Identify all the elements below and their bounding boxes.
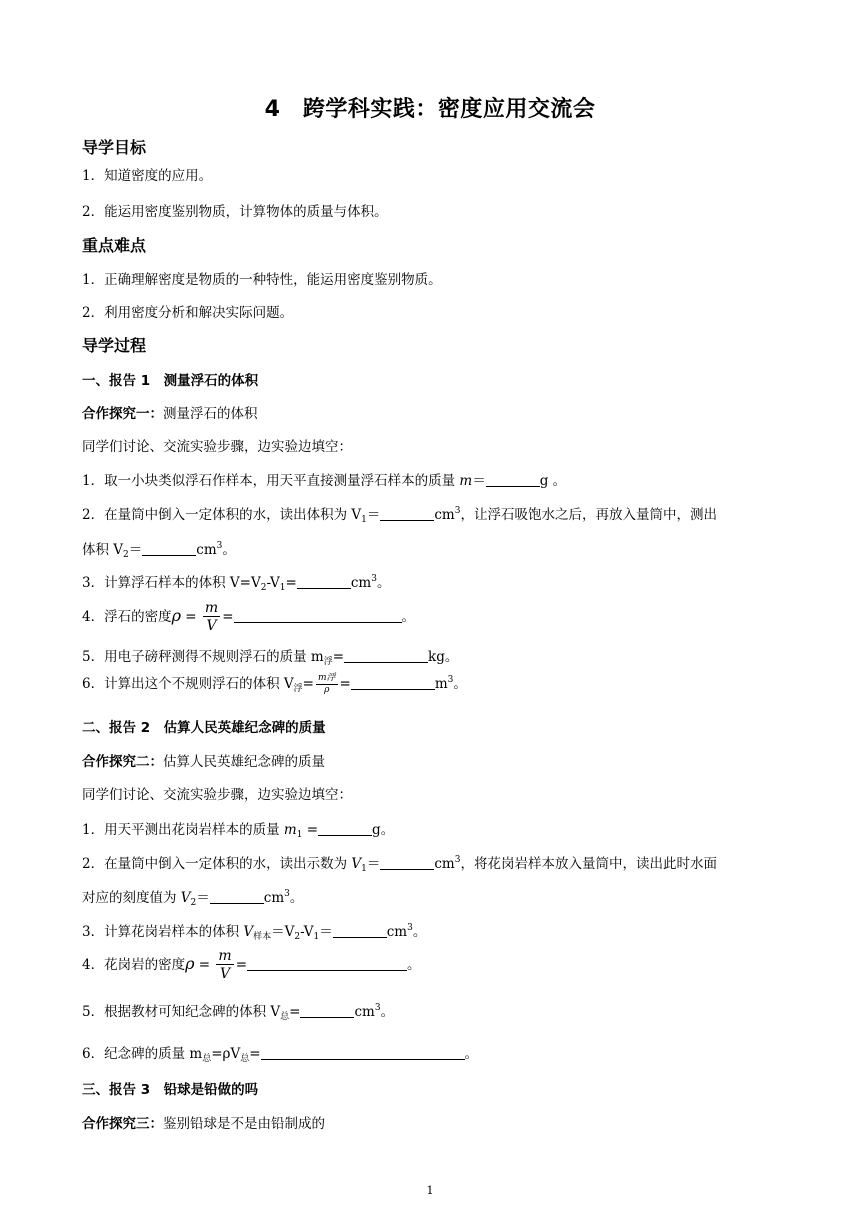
answer-blank[interactable]: [486, 472, 540, 487]
report-1-step-1: 1．取一小块类似浮石作样本，用天平直接测量浮石样本的质量 m＝ g 。: [82, 473, 567, 489]
report-1-step-2: 2．在量筒中倒入一定体积的水，读出体积为 $V_1= cm^3$，让浮石吸饱水之后，再放入量筒中，测出: [82, 506, 717, 525]
report-2-heading: 二、报告 2 估算人民英雄纪念碑的质量: [82, 720, 326, 736]
explore-label: 合作探究三：: [82, 1116, 163, 1132]
density-fraction: $\frac{m}{V}$: [204, 600, 219, 634]
volume-fraction: $\frac{\text{m浮}}{\rho}$: [317, 673, 336, 695]
objective-2: 2．能运用密度鉴别物质，计算物体的质量与体积。: [82, 204, 388, 220]
answer-blank[interactable]: [142, 541, 196, 556]
report-2-intro: 同学们讨论、交流实验步骤，边实验边填空：: [82, 787, 352, 803]
answer-blank[interactable]: [297, 574, 351, 589]
report-2-step-2: 2．在量筒中倒入一定体积的水，读出示数为 $V_1= cm^3$，将花岗岩样本放入量筒中，读出此时水面: [82, 855, 717, 874]
page-number: 1: [426, 1184, 434, 1197]
density-fraction: $\frac{m}{V}$: [218, 948, 232, 982]
report-2-step-6: 6．纪念碑的质量 $m_总=\rho V_总=$ 。: [82, 1046, 479, 1064]
report-2-step-2-cont: 对应的刻度值为 $V_2= cm^3$。: [82, 889, 304, 908]
answer-blank[interactable]: [234, 608, 402, 623]
report-1-intro: 同学们讨论、交流实验步骤，边实验边填空：: [82, 439, 352, 455]
page-title: 4 跨学科实践：密度应用交流会: [264, 97, 596, 122]
report-1-step-5: 5．用电子磅秤测得不规则浮石的质量 $m_浮=$ kg。: [82, 649, 459, 667]
report-2-step-1: 1．用天平测出花岗岩样本的质量 $m_1 = g$。: [82, 822, 395, 840]
report-2-step-5: 5．根据教材可知纪念碑的体积 $V_总= cm^3$。: [82, 1003, 395, 1022]
report-3-explore: [82, 1112, 325, 1132]
answer-blank[interactable]: [333, 923, 387, 938]
report-1-step-4: 4．浮石的密度ρ = $\frac{m}{V}$ = 。: [82, 600, 415, 634]
answer-blank[interactable]: [318, 821, 372, 836]
answer-blank[interactable]: [380, 855, 434, 870]
explore-label: 合作探究二：: [82, 754, 163, 770]
objective-1: 1．知道密度的应用。: [82, 168, 213, 184]
key-point-2: 2．利用密度分析和解决实际问题。: [82, 305, 294, 321]
explore-text: 测量浮石的体积: [163, 406, 258, 422]
report-2-step-4: 4．花岗岩的密度ρ = $\frac{m}{V}$ = 。: [82, 948, 421, 982]
heading-objectives: 导学目标: [82, 138, 147, 157]
explore-text: 鉴别铅球是不是由铅制成的: [163, 1116, 325, 1132]
answer-blank[interactable]: [210, 889, 264, 904]
key-point-1: 1．正确理解密度是物质的一种特性，能运用密度鉴别物质。: [82, 272, 442, 288]
explore-label: 合作探究一：: [82, 406, 163, 422]
answer-blank[interactable]: [247, 956, 407, 971]
report-1-step-3: 3．计算浮石样本的体积 $V=V_2-V_1= cm^3$。: [82, 574, 391, 593]
report-3-heading: 三、报告 3 铅球是铅做的吗: [82, 1082, 259, 1098]
report-1-step-2-cont: 体积 $V_2= cm^3$。: [82, 541, 236, 560]
answer-blank[interactable]: [351, 675, 435, 690]
report-1-step-6: 6．计算出这个不规则浮石的体积 $V_浮=$ $\frac{\text{m浮}}{\rho}$ = $m^3$。: [82, 673, 467, 695]
answer-blank[interactable]: [344, 648, 428, 663]
report-2-explore: [82, 750, 325, 770]
answer-blank[interactable]: [380, 506, 434, 521]
explore-text: 估算人民英雄纪念碑的质量: [163, 754, 325, 770]
answer-blank[interactable]: [300, 1003, 354, 1018]
report-1-explore: [82, 402, 258, 422]
heading-key-points: 重点难点: [82, 236, 147, 255]
report-2-step-3: 3．计算花岗岩样本的体积 $V_{样本}=V_2-V_1= cm^3$。: [82, 923, 427, 942]
report-1-heading: 一、报告 1 测量浮石的体积: [82, 373, 259, 389]
answer-blank[interactable]: [261, 1045, 465, 1060]
heading-process: 导学过程: [82, 336, 147, 355]
